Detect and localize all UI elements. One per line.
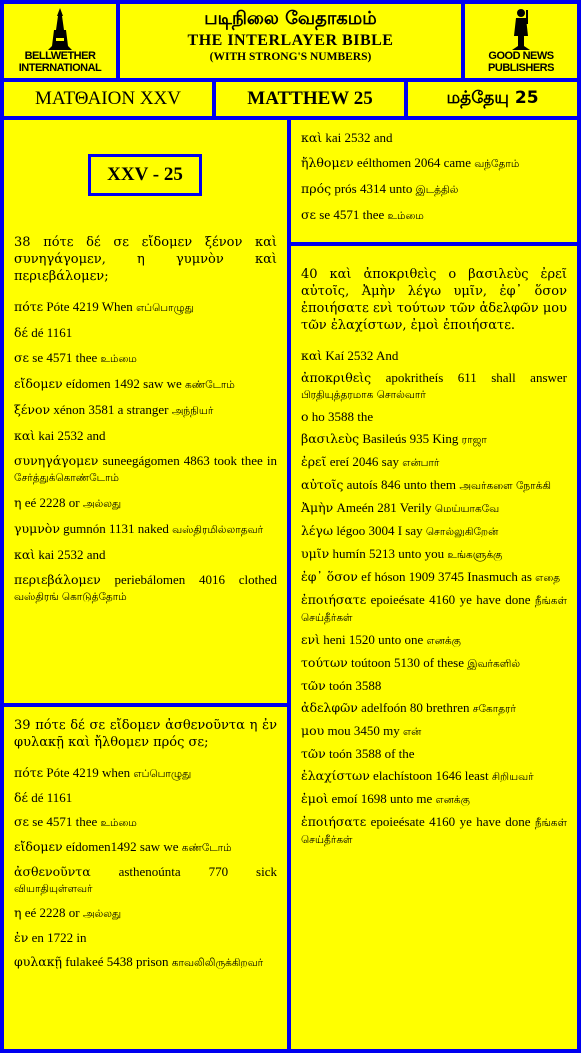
interlinear-entry	[14, 402, 277, 419]
greek-word: βασιλεὺς	[301, 431, 360, 446]
greek-word: η	[14, 495, 22, 510]
transliteration: epoieésate 4160 ye have done	[370, 592, 531, 607]
tamil-gloss: உம்மை	[100, 353, 137, 365]
transliteration: kai 2532 and	[38, 547, 106, 562]
verse-text: 38 πότε δέ σε εἴδομεν ξένον καὶ συνηγάγομεν, η γυμνὸν καὶ περιεβάλομεν;	[14, 235, 277, 284]
transliteration: eé 2228 or	[24, 905, 80, 920]
interlinear-entry	[301, 678, 567, 694]
greek-word: ἐρεῖ	[301, 454, 327, 469]
interlinear-entry	[14, 572, 277, 605]
transliteration: eídomen1492 saw we	[65, 839, 179, 854]
greek-word: ἀποκριθεὶς	[301, 370, 372, 385]
tamil-gloss: வந்தோம்	[474, 158, 520, 170]
transliteration: autoís 846 unto them	[346, 477, 457, 492]
tamil-gloss: வியாதியுள்ளவர்	[14, 883, 93, 895]
greek-word: φυλακῇ	[14, 954, 63, 969]
interlinear-entry	[14, 521, 277, 538]
transliteration: asthenoúnta 770 sick	[118, 864, 277, 879]
tamil-gloss: நீங்கள் செய்தீர்கள்	[301, 595, 567, 624]
interlinear-entry	[301, 348, 567, 364]
interlinear-entry	[301, 723, 567, 740]
interlinear-entry	[301, 454, 567, 471]
interlinear-entry	[301, 546, 567, 563]
chapter-english: MATTHEW 25	[216, 82, 404, 116]
tamil-gloss: சொல்லுகிறேன்	[425, 526, 499, 538]
transliteration: toútoon 5130 of these	[351, 655, 465, 670]
interlinear-entry	[14, 765, 277, 782]
interlinear-entry	[301, 791, 567, 808]
tamil-gloss: எப்பொழுது	[133, 768, 192, 780]
tamil-gloss: கண்டோம்	[185, 379, 235, 391]
tamil-gloss: சிறியவர்	[491, 771, 534, 783]
greek-word: δέ	[14, 325, 29, 340]
transliteration: toón 3588 of the	[328, 746, 415, 761]
interlinear-entry	[14, 954, 277, 971]
chapter-greek: ΜΑΤΘΑΙΟΝ XXV	[4, 82, 212, 116]
interlinear-entry	[14, 814, 277, 831]
transliteration: kai 2532 and	[38, 428, 106, 443]
verse-40-panel	[291, 246, 577, 1049]
interlinear-entry	[301, 477, 567, 494]
transliteration: eé 2228 or	[24, 495, 80, 510]
tamil-gloss: எனக்கு	[426, 635, 461, 647]
greek-word: ἐποιήσατε	[301, 592, 367, 607]
verse-39-panel	[4, 707, 287, 1049]
interlinear-entry	[14, 930, 277, 946]
greek-word: η	[14, 905, 22, 920]
transliteration: dé 1161	[31, 790, 73, 805]
tamil-gloss: வஸ்திரமில்லாதவர்	[172, 524, 264, 536]
interlinear-entry	[301, 431, 567, 448]
greek-word: σε	[301, 207, 317, 222]
good-news-logo-text: GOOD NEWS PUBLISHERS	[488, 50, 554, 74]
greek-word: ἐμοὶ	[301, 791, 329, 806]
greek-word: λέγω	[301, 523, 334, 538]
greek-word: μου	[301, 723, 325, 738]
transliteration: heni 1520 unto one	[323, 632, 424, 647]
greek-word: καὶ	[14, 547, 36, 562]
greek-word: γυμνὸν	[14, 521, 60, 536]
transliteration: emoí 1698 unto me	[331, 791, 433, 806]
greek-word: τῶν	[301, 746, 326, 761]
transliteration: epoieésate 4160 ye have done	[370, 814, 531, 829]
interlinear-entry	[301, 569, 567, 586]
chapter-tamil: மத்தேயு 25	[408, 82, 577, 116]
transliteration: Póte 4219 When	[46, 299, 133, 314]
tower-icon	[47, 8, 73, 50]
transliteration: Basileús 935 King	[362, 431, 459, 446]
transliteration: elachístoon 1646 least	[373, 768, 489, 783]
title-tamil: படிநிலை வேதாகமம்	[204, 8, 377, 29]
interlinear-entry	[301, 155, 567, 172]
transliteration: apokritheís 611 shall answer	[385, 370, 567, 385]
good-news-logo	[465, 4, 577, 78]
tamil-gloss: இவர்களில்	[467, 658, 521, 670]
tamil-gloss: அவர்களை நோக்கி	[459, 480, 551, 492]
transliteration: ef hóson 1909 3745 Inasmuch as	[361, 569, 532, 584]
interlinear-entry	[14, 547, 277, 563]
interlinear-entry	[14, 864, 277, 897]
tamil-gloss: கண்டோம்	[181, 842, 232, 854]
interlinear-entry	[301, 768, 567, 785]
greek-word: σε	[14, 350, 30, 365]
interlinear-entry	[14, 325, 277, 341]
greek-word: ενὶ	[301, 632, 320, 647]
interlinear-entry	[14, 790, 277, 806]
interlinear-entry	[301, 409, 567, 425]
greek-word: ἤλθομεν	[301, 155, 354, 170]
tamil-gloss: மெய்யாகவே	[434, 503, 500, 515]
interlinear-entry	[14, 495, 277, 512]
interlinear-entry	[14, 905, 277, 922]
interlinear-entry	[301, 814, 567, 848]
tamil-gloss: அல்லது	[82, 908, 122, 920]
interlinear-entry	[301, 181, 567, 198]
interlinear-entry	[301, 592, 567, 626]
greek-word: περιεβάλομεν	[14, 572, 101, 587]
transliteration: toón 3588	[328, 678, 382, 693]
title-sub: (WITH STRONG'S NUMBERS)	[209, 51, 372, 63]
interlinear-entry	[14, 428, 277, 444]
transliteration: Ameén 281 Verily	[336, 500, 432, 515]
greek-word: πότε	[14, 765, 44, 780]
interlinear-entry	[14, 453, 277, 486]
greek-word: ξένον	[14, 402, 51, 417]
interlinear-entry	[301, 500, 567, 517]
transliteration: dé 1161	[31, 325, 73, 340]
greek-word: καὶ	[14, 428, 36, 443]
transliteration: fulakeé 5438 prison	[65, 954, 169, 969]
interlinear-entry	[301, 632, 567, 649]
title-main: THE INTERLAYER BIBLE	[187, 32, 394, 49]
interlinear-entry	[301, 700, 567, 717]
verse-38-panel	[4, 120, 287, 703]
bellwether-logo-text: BELLWETHER INTERNATIONAL	[18, 50, 102, 74]
greek-word: εἴδομεν	[14, 839, 63, 854]
interlinear-entry	[301, 370, 567, 403]
transliteration: humín 5213 unto you	[332, 546, 445, 561]
transliteration: Kaí 2532 And	[325, 348, 399, 363]
tamil-gloss: உங்களுக்கு	[447, 549, 503, 561]
title-block	[120, 4, 461, 78]
verse-text: 39 πότε δέ σε εἴδομεν ἀσθενοῦντα η ἐν φυλακῇ καὶ ἤλθομεν πρός σε;	[14, 718, 277, 750]
transliteration: se 4571 thee	[319, 207, 385, 222]
greek-word: ἐφ᾽ ὅσον	[301, 569, 358, 584]
transliteration: kai 2532 and	[325, 130, 393, 145]
transliteration: en 1722 in	[31, 930, 87, 945]
greek-word: εἴδομεν	[14, 376, 63, 391]
greek-word: ἐποιήσατε	[301, 814, 367, 829]
greek-word: ἀδελφῶν	[301, 700, 358, 715]
greek-word: καὶ	[301, 348, 323, 363]
tamil-gloss: எதை	[535, 572, 561, 584]
greek-word: ο	[301, 409, 309, 424]
transliteration: xénon 3581 a stranger	[53, 402, 169, 417]
verse-text: 40 καὶ ἀποκριθεὶς ο βασιλεὺς ἐρεῖ αὐτοῖς, Ἀμὴν λέγω υμῖν, ἐφ᾽ ὅσον ἐποιήσατε ενὶ τούτων τῶν ἀδελφῶν μου τῶν ἐλαχίστων, ἐμοὶ ἐποιήσατε.	[301, 267, 567, 333]
interlinear-entry	[14, 350, 277, 367]
statue-icon	[508, 8, 534, 50]
greek-word: πρός	[301, 181, 332, 196]
transliteration: prós 4314 unto	[334, 181, 413, 196]
tamil-gloss: என்பார்	[402, 457, 440, 469]
tamil-gloss: எப்பொழுது	[136, 302, 194, 314]
bellwether-logo	[4, 4, 116, 78]
transliteration: eélthomen 2064 came	[356, 155, 471, 170]
transliteration: se 4571 thee	[32, 350, 98, 365]
transliteration: se 4571 thee	[32, 814, 98, 829]
greek-word: ἐν	[14, 930, 29, 945]
chapter-label: XXV - 25	[88, 154, 202, 196]
tamil-gloss: அல்லது	[82, 498, 122, 510]
greek-word: συνηγάγομεν	[14, 453, 99, 468]
greek-word: τῶν	[301, 678, 326, 693]
greek-word: αὐτοῖς	[301, 477, 344, 492]
transliteration: adelfoón 80 brethren	[361, 700, 470, 715]
interlinear-entry	[301, 207, 567, 224]
transliteration: gumnón 1131 naked	[63, 521, 169, 536]
greek-word: τούτων	[301, 655, 348, 670]
interlinear-entry	[14, 376, 277, 393]
tamil-gloss: அந்நியர்	[171, 405, 214, 417]
transliteration: mou 3450 my	[327, 723, 400, 738]
interlinear-entry	[14, 299, 277, 316]
tamil-gloss: உம்மை	[100, 817, 137, 829]
tamil-gloss: ராஜா	[461, 434, 487, 446]
tamil-gloss: சகோதரர்	[472, 703, 516, 715]
transliteration: ereí 2046 say	[329, 454, 399, 469]
transliteration: periebálomen 4016 clothed	[114, 572, 277, 587]
greek-word: ἐλαχίστων	[301, 768, 370, 783]
tamil-gloss: வஸ்திரங் கொடுத்தோம்	[14, 591, 127, 603]
greek-word: υμῖν	[301, 546, 330, 561]
greek-word: πότε	[14, 299, 44, 314]
tamil-gloss: எனக்கு	[435, 794, 470, 806]
tamil-gloss: பிரதியுத்தரமாக சொல்வார்	[301, 389, 426, 401]
greek-word: δέ	[14, 790, 29, 805]
greek-word: σε	[14, 814, 30, 829]
interlinear-entry	[14, 839, 277, 856]
tamil-gloss: சேர்த்துக்கொண்டோம்	[14, 472, 119, 484]
greek-word: Ἀμὴν	[301, 500, 334, 515]
greek-word: καὶ	[301, 130, 323, 145]
tamil-gloss: காவலிலிருக்கிறவர்	[171, 957, 264, 969]
transliteration: ho 3588 the	[311, 409, 374, 424]
transliteration: eídomen 1492 saw we	[65, 376, 182, 391]
verse-39-cont-panel	[291, 120, 577, 242]
interlinear-entry	[301, 130, 567, 146]
transliteration: légoo 3004 I say	[336, 523, 423, 538]
interlinear-entry	[301, 655, 567, 672]
transliteration: Póte 4219 when	[46, 765, 131, 780]
tamil-gloss: இடத்தில்	[415, 184, 459, 196]
interlinear-entry	[301, 746, 567, 762]
interlinear-entry	[301, 523, 567, 540]
tamil-gloss: என்	[402, 726, 422, 738]
tamil-gloss: நீங்கள் செய்தீர்கள்	[301, 817, 567, 846]
tamil-gloss: உம்மை	[387, 210, 424, 222]
transliteration: suneegágomen 4863 took thee in	[102, 453, 277, 468]
greek-word: ἀσθενοῦντα	[14, 864, 91, 879]
